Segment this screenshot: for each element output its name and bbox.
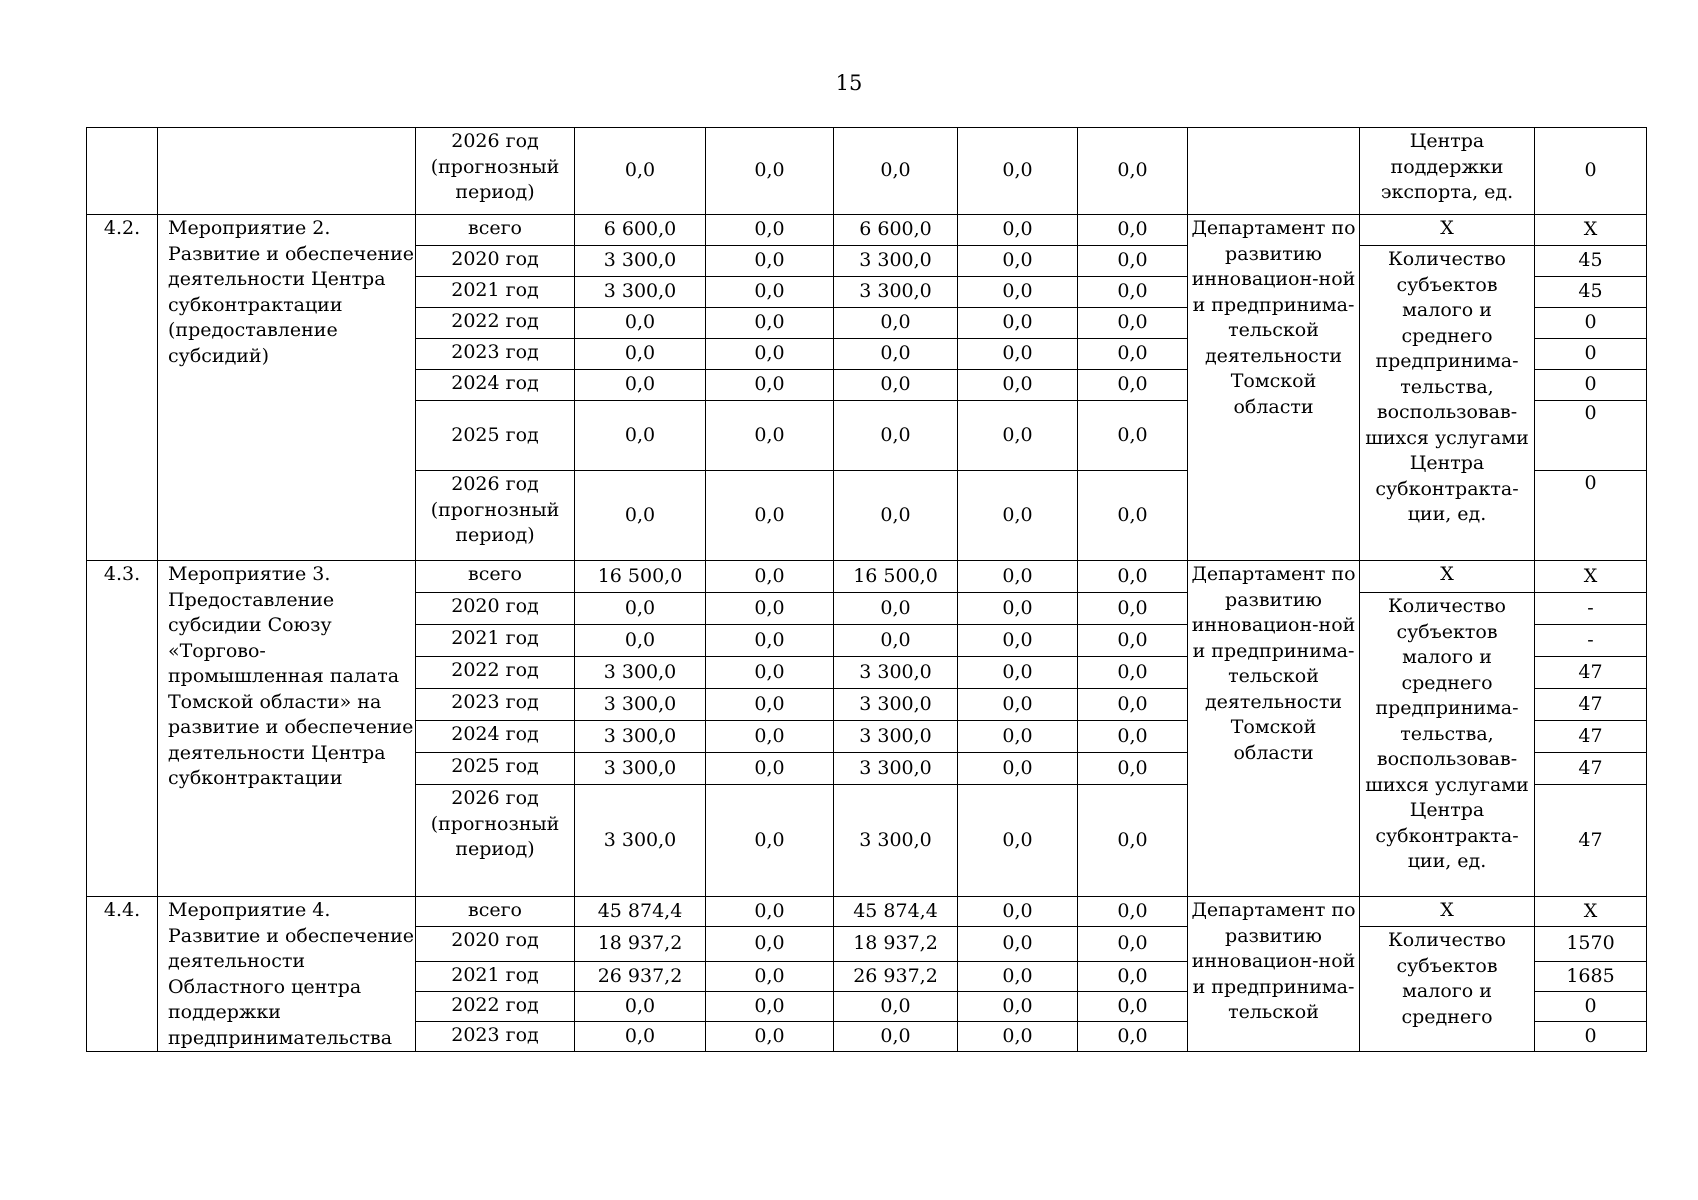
value-cell: 0,0 bbox=[575, 593, 706, 625]
value-cell: 0,0 bbox=[575, 308, 706, 339]
value-cell: 0,0 bbox=[958, 785, 1078, 897]
value-cell: 3 300,0 bbox=[575, 246, 706, 277]
value-cell: 0,0 bbox=[706, 128, 834, 215]
value-cell: 3 300,0 bbox=[575, 689, 706, 721]
indicator-value-cell: 1685 bbox=[1535, 962, 1647, 992]
value-cell: 0,0 bbox=[1078, 785, 1188, 897]
value-cell: 0,0 bbox=[706, 308, 834, 339]
item-index: 4.3. bbox=[87, 561, 158, 897]
value-cell: 0,0 bbox=[1078, 561, 1188, 593]
value-cell: 0,0 bbox=[1078, 246, 1188, 277]
year-cell: 2020 год bbox=[416, 246, 575, 277]
indicator-value-cell: 0 bbox=[1535, 308, 1647, 339]
value-cell: 0,0 bbox=[706, 962, 834, 992]
value-cell: 26 937,2 bbox=[834, 962, 958, 992]
value-cell: 0,0 bbox=[958, 721, 1078, 753]
name-cell bbox=[158, 128, 416, 215]
department-cell bbox=[1188, 128, 1360, 215]
indicator-value-cell: - bbox=[1535, 625, 1647, 657]
department-cell: Департамент по развитию инновацион-ной и предпринима-тельской bbox=[1188, 897, 1360, 1052]
indicator-value-cell: 45 bbox=[1535, 277, 1647, 308]
value-cell: 0,0 bbox=[575, 625, 706, 657]
indicator-value-cell: 0 bbox=[1535, 339, 1647, 370]
value-cell: 0,0 bbox=[575, 471, 706, 561]
value-cell: 6 600,0 bbox=[575, 215, 706, 246]
indicator-total-value: Х bbox=[1535, 215, 1647, 246]
indicator-value-cell: 0 bbox=[1535, 401, 1647, 471]
value-cell: 0,0 bbox=[706, 246, 834, 277]
value-cell: 18 937,2 bbox=[575, 927, 706, 962]
value-cell: 0,0 bbox=[575, 992, 706, 1022]
indicator-total-value: Х bbox=[1535, 561, 1647, 593]
value-cell: 3 300,0 bbox=[834, 785, 958, 897]
page-number: 15 bbox=[835, 71, 863, 95]
year-cell: всего bbox=[416, 561, 575, 593]
indicator-value-cell: 47 bbox=[1535, 657, 1647, 689]
year-cell: 2021 год bbox=[416, 625, 575, 657]
value-cell: 26 937,2 bbox=[575, 962, 706, 992]
program-table bbox=[86, 127, 1647, 1052]
year-cell: 2026 год (прогнозный период) bbox=[416, 471, 575, 561]
value-cell: 0,0 bbox=[1078, 753, 1188, 785]
indicator-value-cell: 47 bbox=[1535, 689, 1647, 721]
indicator-total-value: Х bbox=[1535, 897, 1647, 927]
year-cell: 2025 год bbox=[416, 401, 575, 471]
value-cell: 0,0 bbox=[706, 657, 834, 689]
value-cell: 0,0 bbox=[958, 962, 1078, 992]
value-cell: 0,0 bbox=[958, 1022, 1078, 1052]
value-cell: 0,0 bbox=[1078, 471, 1188, 561]
value-cell: 3 300,0 bbox=[575, 721, 706, 753]
value-cell: 3 300,0 bbox=[575, 785, 706, 897]
value-cell: 3 300,0 bbox=[834, 277, 958, 308]
year-cell: 2020 год bbox=[416, 927, 575, 962]
value-cell: 3 300,0 bbox=[575, 753, 706, 785]
value-cell: 0,0 bbox=[834, 401, 958, 471]
value-cell: 0,0 bbox=[706, 370, 834, 401]
value-cell: 0,0 bbox=[1078, 215, 1188, 246]
value-cell: 45 874,4 bbox=[575, 897, 706, 927]
year-cell: 2021 год bbox=[416, 277, 575, 308]
indicator-total: Х bbox=[1360, 897, 1535, 927]
value-cell: 0,0 bbox=[706, 992, 834, 1022]
item-name: Мероприятие 4. Развитие и обеспечение деятельности Областного центра поддержки предпринимательства bbox=[158, 897, 416, 1052]
value-cell: 45 874,4 bbox=[834, 897, 958, 927]
value-cell: 0,0 bbox=[958, 561, 1078, 593]
table-row bbox=[87, 561, 1647, 593]
indicator-cell: Количество субъектов малого и среднего предпринима-тельства, воспользовав-шихся услугами Центра субконтракта-ции, ед. bbox=[1360, 246, 1535, 561]
value-cell: 0,0 bbox=[575, 401, 706, 471]
value-cell: 0,0 bbox=[706, 785, 834, 897]
value-cell: 0,0 bbox=[706, 561, 834, 593]
value-cell: 0,0 bbox=[706, 593, 834, 625]
value-cell: 0,0 bbox=[1078, 401, 1188, 471]
value-cell: 0,0 bbox=[1078, 962, 1188, 992]
value-cell: 0,0 bbox=[706, 753, 834, 785]
item-index: 4.4. bbox=[87, 897, 158, 1052]
value-cell: 0,0 bbox=[1078, 992, 1188, 1022]
year-cell: 2021 год bbox=[416, 962, 575, 992]
value-cell: 0,0 bbox=[1078, 370, 1188, 401]
item-name: Мероприятие 3. Предоставление субсидии Союзу «Торгово-промышленная палата Томской области» на развитие и обеспечение деятельности Центра субконтрактации bbox=[158, 561, 416, 897]
value-cell: 0,0 bbox=[1078, 339, 1188, 370]
department-cell: Департамент по развитию инновацион-ной и предпринима-тельской деятельности Томской области bbox=[1188, 561, 1360, 897]
year-cell: 2024 год bbox=[416, 370, 575, 401]
value-cell: 16 500,0 bbox=[834, 561, 958, 593]
value-cell: 0,0 bbox=[834, 1022, 958, 1052]
indicator-value-cell: 45 bbox=[1535, 246, 1647, 277]
value-cell: 0,0 bbox=[1078, 689, 1188, 721]
table-row bbox=[87, 897, 1647, 927]
indicator-total: Х bbox=[1360, 215, 1535, 246]
year-cell: 2025 год bbox=[416, 753, 575, 785]
value-cell: 0,0 bbox=[575, 370, 706, 401]
year-cell: 2022 год bbox=[416, 992, 575, 1022]
indicator-value-cell: 47 bbox=[1535, 753, 1647, 785]
year-cell: 2024 год bbox=[416, 721, 575, 753]
item-index: 4.2. bbox=[87, 215, 158, 561]
value-cell: 6 600,0 bbox=[834, 215, 958, 246]
year-cell: всего bbox=[416, 215, 575, 246]
value-cell: 0,0 bbox=[706, 215, 834, 246]
value-cell: 18 937,2 bbox=[834, 927, 958, 962]
indicator-total: Х bbox=[1360, 561, 1535, 593]
value-cell: 0,0 bbox=[706, 401, 834, 471]
department-cell: Департамент по развитию инновацион-ной и предпринима-тельской деятельности Томской области bbox=[1188, 215, 1360, 561]
value-cell: 0,0 bbox=[1078, 593, 1188, 625]
value-cell: 0,0 bbox=[958, 897, 1078, 927]
value-cell: 0,0 bbox=[834, 471, 958, 561]
value-cell: 0,0 bbox=[706, 471, 834, 561]
value-cell: 0,0 bbox=[1078, 128, 1188, 215]
year-cell: всего bbox=[416, 897, 575, 927]
indicator-value-cell: 0 bbox=[1535, 370, 1647, 401]
year-cell: 2022 год bbox=[416, 657, 575, 689]
value-cell: 0,0 bbox=[958, 593, 1078, 625]
value-cell: 0,0 bbox=[1078, 897, 1188, 927]
value-cell: 3 300,0 bbox=[834, 689, 958, 721]
value-cell: 0,0 bbox=[1078, 625, 1188, 657]
value-cell: 0,0 bbox=[706, 339, 834, 370]
value-cell: 0,0 bbox=[575, 1022, 706, 1052]
value-cell: 0,0 bbox=[958, 277, 1078, 308]
value-cell: 0,0 bbox=[958, 625, 1078, 657]
value-cell: 0,0 bbox=[1078, 308, 1188, 339]
indicator-value-cell: - bbox=[1535, 593, 1647, 625]
indicator-cell: Количество субъектов малого и среднего bbox=[1360, 927, 1535, 1052]
value-cell: 0,0 bbox=[706, 625, 834, 657]
value-cell: 0,0 bbox=[706, 927, 834, 962]
table-row bbox=[87, 215, 1647, 246]
value-cell: 0,0 bbox=[706, 1022, 834, 1052]
value-cell: 0,0 bbox=[958, 471, 1078, 561]
value-cell: 0,0 bbox=[958, 753, 1078, 785]
value-cell: 0,0 bbox=[958, 215, 1078, 246]
value-cell: 0,0 bbox=[958, 308, 1078, 339]
indicator-value-cell: 47 bbox=[1535, 721, 1647, 753]
value-cell: 0,0 bbox=[958, 128, 1078, 215]
year-cell: 2022 год bbox=[416, 308, 575, 339]
value-cell: 0,0 bbox=[706, 897, 834, 927]
value-cell: 0,0 bbox=[834, 625, 958, 657]
value-cell: 0,0 bbox=[1078, 721, 1188, 753]
indicator-value-cell: 0 bbox=[1535, 992, 1647, 1022]
year-cell: 2026 год (прогнозный период) bbox=[416, 128, 575, 215]
value-cell: 0,0 bbox=[1078, 277, 1188, 308]
indicator-value-cell: 0 bbox=[1535, 128, 1647, 215]
value-cell: 0,0 bbox=[575, 339, 706, 370]
indicator-value-cell: 0 bbox=[1535, 1022, 1647, 1052]
item-name: Мероприятие 2. Развитие и обеспечение деятельности Центра субконтрактации (предоставление субсидий) bbox=[158, 215, 416, 561]
value-cell: 0,0 bbox=[958, 401, 1078, 471]
value-cell: 0,0 bbox=[958, 657, 1078, 689]
indicator-cell: Количество субъектов малого и среднего предпринима-тельства, воспользовав-шихся услугами Центра субконтракта-ции, ед. bbox=[1360, 593, 1535, 897]
value-cell: 0,0 bbox=[958, 339, 1078, 370]
value-cell: 0,0 bbox=[834, 128, 958, 215]
value-cell: 0,0 bbox=[706, 689, 834, 721]
indicator-value-cell: 47 bbox=[1535, 785, 1647, 897]
indicator-value-cell: 0 bbox=[1535, 471, 1647, 561]
year-cell: 2023 год bbox=[416, 339, 575, 370]
value-cell: 0,0 bbox=[834, 308, 958, 339]
value-cell: 0,0 bbox=[958, 992, 1078, 1022]
value-cell: 3 300,0 bbox=[834, 657, 958, 689]
value-cell: 0,0 bbox=[834, 370, 958, 401]
value-cell: 0,0 bbox=[706, 721, 834, 753]
year-cell: 2020 год bbox=[416, 593, 575, 625]
value-cell: 3 300,0 bbox=[575, 657, 706, 689]
indicator-value-cell: 1570 bbox=[1535, 927, 1647, 962]
value-cell: 0,0 bbox=[834, 339, 958, 370]
value-cell: 0,0 bbox=[834, 992, 958, 1022]
value-cell: 0,0 bbox=[706, 277, 834, 308]
year-cell: 2023 год bbox=[416, 689, 575, 721]
value-cell: 3 300,0 bbox=[834, 246, 958, 277]
table-row bbox=[87, 128, 1647, 215]
value-cell: 0,0 bbox=[958, 927, 1078, 962]
indicator-cell: Центра поддержки экспорта, ед. bbox=[1360, 128, 1535, 215]
value-cell: 0,0 bbox=[1078, 1022, 1188, 1052]
value-cell: 3 300,0 bbox=[834, 721, 958, 753]
value-cell: 0,0 bbox=[1078, 657, 1188, 689]
value-cell: 16 500,0 bbox=[575, 561, 706, 593]
year-cell: 2026 год (прогнозный период) bbox=[416, 785, 575, 897]
value-cell: 0,0 bbox=[1078, 927, 1188, 962]
value-cell: 0,0 bbox=[958, 370, 1078, 401]
value-cell: 0,0 bbox=[575, 128, 706, 215]
value-cell: 3 300,0 bbox=[575, 277, 706, 308]
year-cell: 2023 год bbox=[416, 1022, 575, 1052]
value-cell: 0,0 bbox=[958, 689, 1078, 721]
value-cell: 3 300,0 bbox=[834, 753, 958, 785]
index-cell bbox=[87, 128, 158, 215]
value-cell: 0,0 bbox=[834, 593, 958, 625]
value-cell: 0,0 bbox=[958, 246, 1078, 277]
